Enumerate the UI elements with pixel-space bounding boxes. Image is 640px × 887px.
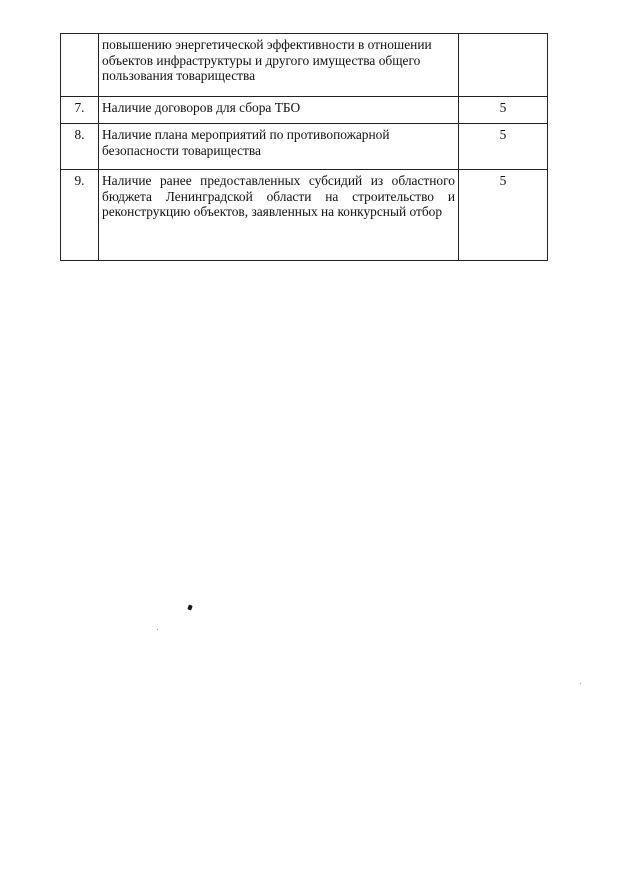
scan-speck [157,629,158,630]
criteria-table [60,33,548,261]
criterion-text: Наличие плана мероприятий по противопожарной безопасности товарищества [99,124,459,170]
row-number: 7. [61,97,99,124]
table-row-9 [61,170,548,261]
criterion-text: Наличие ранее предоставленных субсидий из областного бюджета Ленинградской области на строительство и реконструкцию объектов, заявленных на конкурсный отбор [99,170,459,261]
criterion-score [459,34,548,97]
scan-speck [580,683,581,684]
scan-speck [187,604,192,610]
criterion-text: Наличие договоров для сбора ТБО [99,97,459,124]
table-row-8 [61,124,548,170]
row-number: 9. [61,170,99,261]
criterion-score: 5 [459,170,548,261]
criterion-score: 5 [459,124,548,170]
table-row-continuation [61,34,548,97]
row-number: 8. [61,124,99,170]
criterion-text: повышению энергетической эффективности в отношении объектов инфраструктуры и другого имущества общего пользования товарищества [99,34,459,97]
table-row-7 [61,97,548,124]
criterion-score: 5 [459,97,548,124]
row-number [61,34,99,97]
